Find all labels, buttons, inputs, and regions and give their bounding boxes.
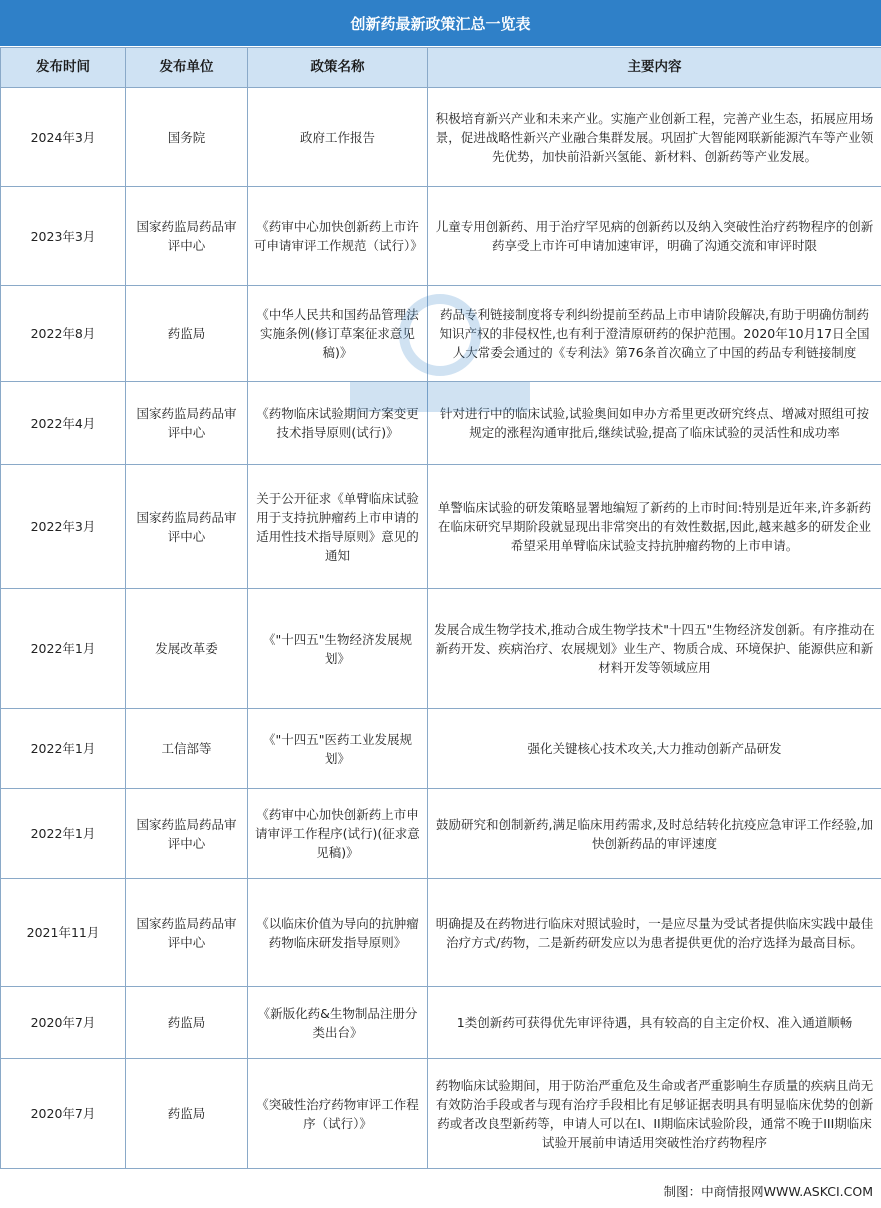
cell-name: 《药物临床试验期间方案变更技术指导原则(试行)》 <box>248 382 428 465</box>
cell-name: 关于公开征求《单臂临床试验用于支持抗肿瘤药上市申请的适用性技术指导原则》意见的通知 <box>248 465 428 589</box>
table-row <box>1 987 881 1059</box>
cell-org: 工信部等 <box>126 709 248 789</box>
cell-name: 《"十四五"医药工业发展规划》 <box>248 709 428 789</box>
table-row <box>1 187 881 286</box>
table-row <box>1 789 881 879</box>
cell-date: 2022年4月 <box>1 382 126 465</box>
cell-content: 强化关键核心技术攻关,大力推动创新产品研发 <box>428 709 881 789</box>
cell-content: 儿童专用创新药、用于治疗罕见病的创新药以及纳入突破性治疗药物程序的创新药享受上市许可申请加速审评，明确了沟通交流和审评时限 <box>428 187 881 286</box>
table-row <box>1 1059 881 1169</box>
table-row <box>1 465 881 589</box>
table-row <box>1 286 881 382</box>
cell-name: 《新版化药&生物制品注册分类出台》 <box>248 987 428 1059</box>
cell-date: 2022年1月 <box>1 789 126 879</box>
cell-org: 国家药监局药品审评中心 <box>126 187 248 286</box>
table-row <box>1 589 881 709</box>
cell-org: 发展改革委 <box>126 589 248 709</box>
cell-org: 药监局 <box>126 286 248 382</box>
cell-name: 《"十四五"生物经济发展规划》 <box>248 589 428 709</box>
cell-date: 2022年8月 <box>1 286 126 382</box>
cell-name: 《药审中心加快创新药上市申请审评工作程序(试行)(征求意见稿)》 <box>248 789 428 879</box>
table-row <box>1 709 881 789</box>
cell-date: 2023年3月 <box>1 187 126 286</box>
cell-date: 2022年1月 <box>1 709 126 789</box>
cell-date: 2022年1月 <box>1 589 126 709</box>
cell-content: 发展合成生物学技术,推动合成生物学技术"十四五"生物经济发创新。有序推动在新药开发、疾病治疗、农展规划》业生产、物质合成、环境保护、能源供应和新材料开发等领域应用 <box>428 589 881 709</box>
cell-date: 2020年7月 <box>1 1059 126 1169</box>
cell-org: 药监局 <box>126 1059 248 1169</box>
cell-org: 药监局 <box>126 987 248 1059</box>
header-row <box>1 48 881 88</box>
cell-date: 2020年7月 <box>1 987 126 1059</box>
cell-date: 2022年3月 <box>1 465 126 589</box>
cell-name: 《中华人民共和国药品管理法实施条例(修订草案征求意见稿)》 <box>248 286 428 382</box>
cell-content: 药品专利链接制度将专利纠纷提前至药品上市申请阶段解决,有助于明确仿制药知识产权的非侵权性,也有利于澄清原研药的保护范围。2020年10月17日全国人大常委会通过的《专利法》第76条首次确立了中国的药品专利链接制度 <box>428 286 881 382</box>
table-row <box>1 382 881 465</box>
cell-name: 政府工作报告 <box>248 88 428 187</box>
cell-org: 国家药监局药品审评中心 <box>126 789 248 879</box>
cell-date: 2021年11月 <box>1 879 126 987</box>
header-date: 发布时间 <box>1 48 126 88</box>
cell-content: 药物临床试验期间，用于防治严重危及生命或者严重影响生存质量的疾病且尚无有效防治手段或者与现有治疗手段相比有足够证据表明具有明显临床优势的创新药或者改良型新药等，申请人可以在I、II期临床试验阶段，通常不晚于III期临床试验开展前申请适用突破性治疗药物程序 <box>428 1059 881 1169</box>
cell-content: 单警临床试验的研发策略显署地编短了新药的上市时间:特别是近年来,许多新药在临床研究早期阶段就显现出非常突出的有效性数据,因此,越来越多的研发企业希望采用单臂临床试验支持抗肿瘤药物的上市申请。 <box>428 465 881 589</box>
cell-content: 针对进行中的临床试验,试验奥间如申办方希里更改研究终点、增减对照组可按规定的涨程沟通审批后,继续试验,提高了临床试验的灵活性和成功率 <box>428 382 881 465</box>
header-name: 政策名称 <box>248 48 428 88</box>
table-row <box>1 88 881 187</box>
cell-name: 《以临床价值为导向的抗肿瘤药物临床研发指导原则》 <box>248 879 428 987</box>
cell-content: 明确提及在药物进行临床对照试验时，一是应尽量为受试者提供临床实践中最佳治疗方式/药物，二是新药研发应以为患者提供更优的治疗选择为最高目标。 <box>428 879 881 987</box>
table-title: 创新药最新政策汇总一览表 <box>0 0 881 46</box>
table-row <box>1 879 881 987</box>
cell-org: 国务院 <box>126 88 248 187</box>
header-org: 发布单位 <box>126 48 248 88</box>
header-content: 主要内容 <box>428 48 881 88</box>
cell-content: 1类创新药可获得优先审评待遇，具有较高的自主定价权、准入通道顺畅 <box>428 987 881 1059</box>
cell-content: 鼓励研究和创制新药,满足临床用药需求,及时总结转化抗疫应急审评工作经验,加快创新药品的审评速度 <box>428 789 881 879</box>
cell-org: 国家药监局药品审评中心 <box>126 879 248 987</box>
cell-name: 《突破性治疗药物审评工作程序（试行）》 <box>248 1059 428 1169</box>
cell-org: 国家药监局药品审评中心 <box>126 382 248 465</box>
cell-org: 国家药监局药品审评中心 <box>126 465 248 589</box>
footer-credit: 制图：中商情报网WWW.ASKCI.COM <box>663 1184 873 1199</box>
policy-table <box>0 47 881 1169</box>
cell-name: 《药审中心加快创新药上市许可申请审评工作规范（试行）》 <box>248 187 428 286</box>
cell-date: 2024年3月 <box>1 88 126 187</box>
cell-content: 积极培育新兴产业和未来产业。实施产业创新工程，完善产业生态，拓展应用场景，促进战略性新兴产业融合集群发展。巩固扩大智能网联新能源汽车等产业领先优势，加快前沿新兴氢能、新材料、创新药等产业发展。 <box>428 88 881 187</box>
